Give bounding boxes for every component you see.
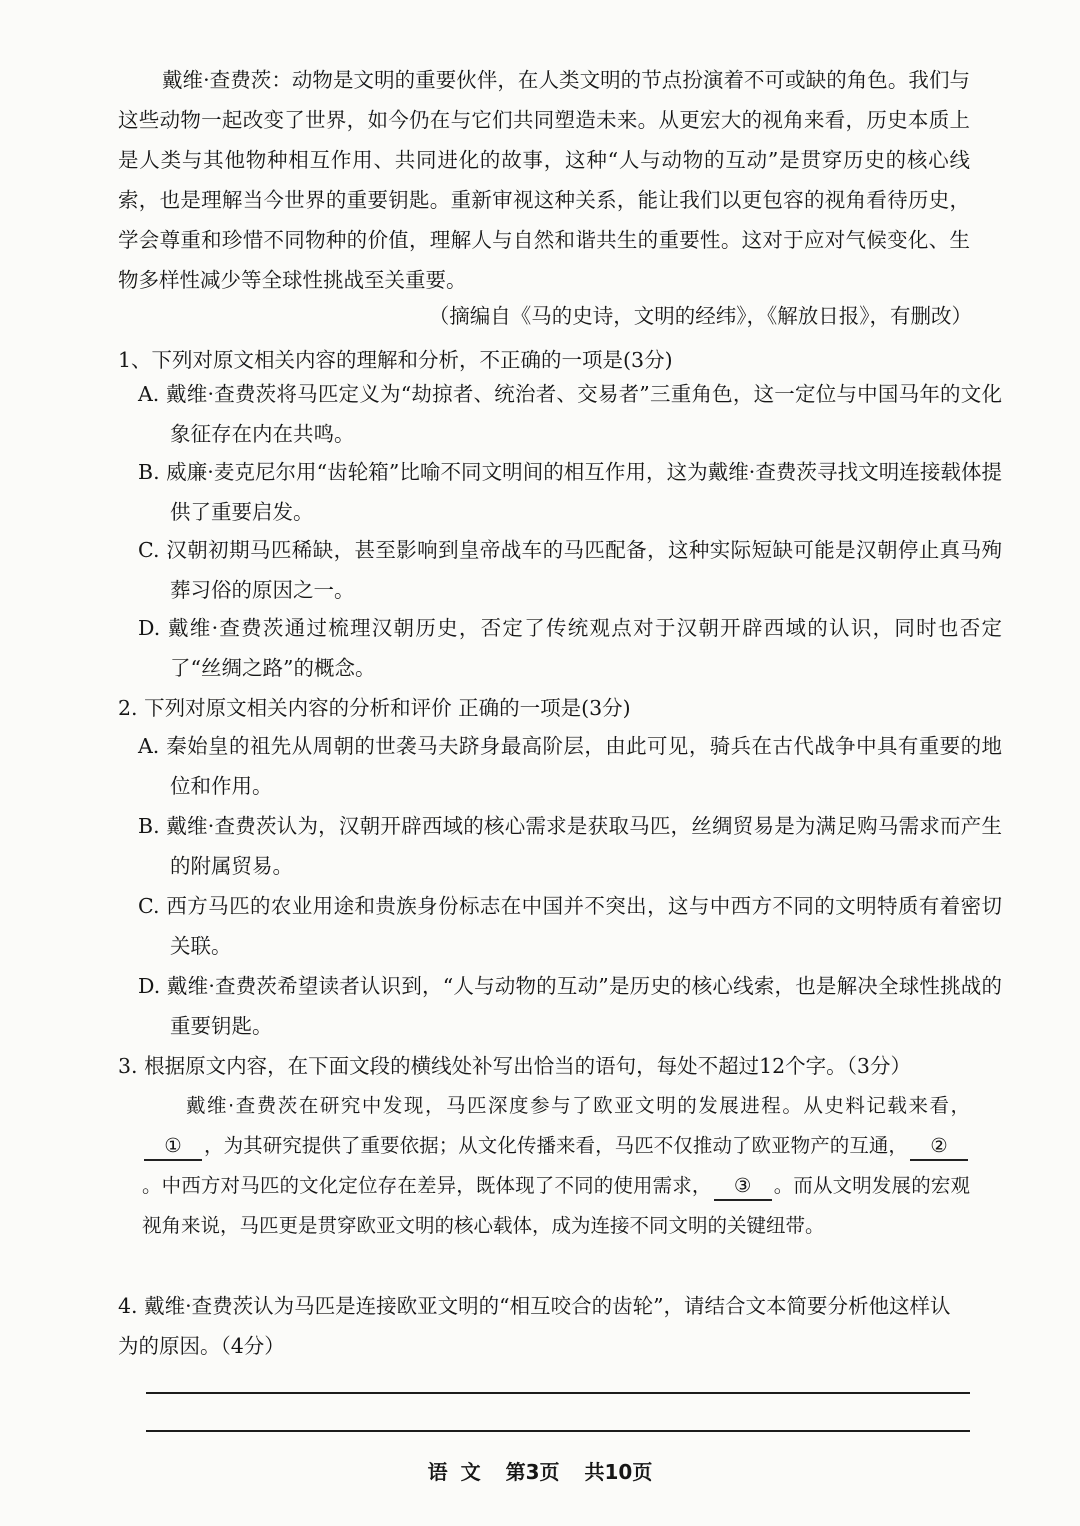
question-3-text-3: 。中西方对马匹的文化定位存在差异，既体现了不同的使用需求， [142,1174,712,1197]
footer-total: 共10页 [584,1460,653,1484]
question-1-option-c[interactable]: C. 汉朝初期马匹稀缺，甚至影响到皇帝战车的马匹配备，这种实际短缺可能是汉朝停止真马殉葬习俗的原因之一。 [138,538,1002,602]
question-4-stem: 4. 戴维·查费茨认为马匹是连接欧亚文明的“相互咬合的齿轮”，请结合文本简要分析他这样认为的原因。（4分） [118,1294,951,1358]
answer-line-2[interactable] [146,1430,970,1432]
footer-page: 第3页 [505,1460,560,1484]
question-1-option-b[interactable]: B. 威廉·麦克尼尔用“齿轮箱”比喻不同文明间的相互作用，这为戴维·查费茨寻找文明连接载体提供了重要启发。 [138,460,1002,524]
question-3-text-4: 。而从文明发展的宏观视角来说，马匹更是贯穿欧亚文明的核心载体，成为连接不同文明的关键纽带。 [142,1174,970,1237]
blank-1[interactable]: ① [144,1133,202,1161]
passage-source: （摘编自《马的史诗，文明的经纬》，《解放日报》，有删改） [428,304,972,328]
passage-paragraph: 戴维·查费茨：动物是文明的重要伙伴，在人类文明的节点扮演着不可或缺的角色。我们与这些动物一起改变了世界，如今仍在与它们共同塑造未来。从更宏大的视角来看，历史本质上是人类与其他物种相互作用、共同进化的故事，这种“人与动物的互动”是贯穿历史的核心线索，也是理解当今世界的重要钥匙。重新审视这种关系，能让我们以更包容的视角看待历史，学会尊重和珍惜不同物种的价值，理解人与自然和谐共生的重要性。这对于应对气候变化、生物多样性减少等全球性挑战至关重要。 [118,68,970,292]
question-2-option-a[interactable]: A. 秦始皇的祖先从周朝的世袭马夫跻身最高阶层，由此可见，骑兵在古代战争中具有重要的地位和作用。 [138,734,1002,798]
question-1-option-d[interactable]: D. 戴维·查费茨通过梳理汉朝历史，否定了传统观点对于汉朝开辟西域的认识，同时也否定了“丝绸之路”的概念。 [138,616,1002,680]
question-2-option-c[interactable]: C. 西方马匹的农业用途和贵族身份标志在中国并不突出，这与中西方不同的文明特质有着密切关联。 [138,894,1002,958]
question-2-stem: 2. 下列对原文相关内容的分析和评价 正确的一项是(3分) [118,696,631,720]
blank-3[interactable]: ③ [714,1173,772,1201]
answer-line-1[interactable] [146,1392,970,1394]
footer-subject: 语 文 [427,1460,481,1484]
question-2-option-d[interactable]: D. 戴维·查费茨希望读者认识到，“人与动物的互动”是历史的核心线索，也是解决全球性挑战的重要钥匙。 [138,974,1002,1038]
page-footer [0,1452,1080,1492]
question-3-stem: 3. 根据原文内容，在下面文段的横线处补写出恰当的语句，每处不超过12个字。（3分） [118,1054,911,1078]
question-3-passage [142,1086,970,1246]
question-2-option-b[interactable]: B. 戴维·查费茨认为，汉朝开辟西域的核心需求是获取马匹，丝绸贸易是为满足购马需求而产生的附属贸易。 [138,814,1002,878]
question-3-text-2: ，为其研究提供了重要依据；从文化传播来看，马匹不仅推动了欧亚物产的互通， [204,1134,908,1157]
question-1-option-a[interactable]: A. 戴维·查费茨将马匹定义为“劫掠者、统治者、交易者”三重角色，这一定位与中国马年的文化象征存在内在共鸣。 [138,382,1002,446]
blank-2[interactable]: ② [910,1133,968,1161]
question-1-stem: 1、下列对原文相关内容的理解和分析，不正确的一项是(3分) [118,348,673,372]
question-3-text-1: 戴维·查费茨在研究中发现，马匹深度参与了欧亚文明的发展进程。从史料记载来看， [186,1094,970,1117]
